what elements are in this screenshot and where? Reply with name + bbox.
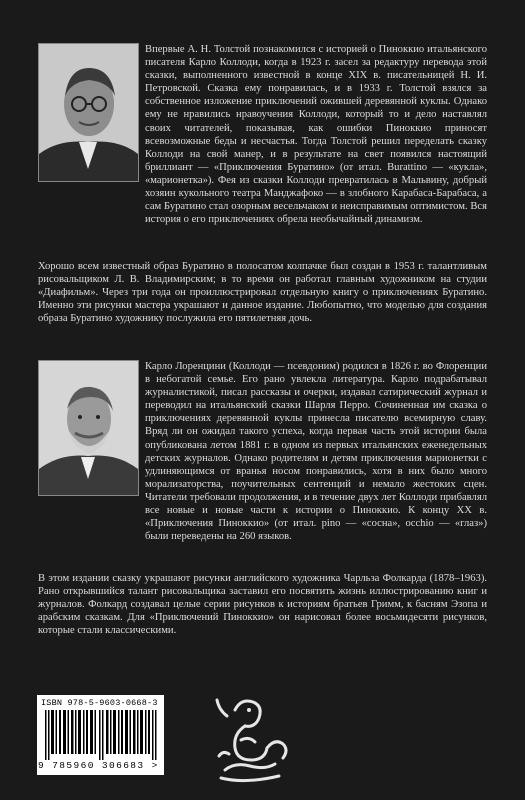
portrait-tolstoy-photo <box>38 43 139 182</box>
isbn-label: ISBN 978-5-9603-0668-3 <box>41 698 158 708</box>
paragraph-collodi: Карло Лоренцини (Коллоди — псевдоним) родился в 1826 г. во Флоренции в небогатой семье. Его рано увлекла литература. Карло подрабатывал журналистикой, писал рассказы и очерки, издавал сатирический журнал и переводил на итальянский сказки Шарля Перро. Сочиненная им сказка о приключениях деревянной куклы принесла писателю всемирную славу. Вряд ли он ожидал такого успеха, когда первая часть этой истории была опубликована летом 1881 г. в одном из первых итальянских еженедельных детских журналов. Однако родителям и детям приключения марионетки с удлиняющимся от вранья носом понравились, хотя в них было много морализаторства, поучительных сентенций и немало жестоких сцен. Читатели требовали продолжения, и в течение двух лет Коллоди прибавлял все новые и новые части к истории о Пиноккио. К концу XX в. «Приключения Пиноккио» (от итал. pino — «сосна», occhio — «глаз») были переведены на 260 языков. <box>145 361 487 543</box>
paragraph-buratino-image: Хорошо всем известный образ Буратино в полосатом колпачке был создан в 1953 г. талантливым рисовальщиком Л. В. Владимирским; в то время он работал главным художником на студии «Диафильм». Через три года он проиллюстрировал отдельную книгу о приключениях Буратино. Именно эти рисунки мастера украшают и данное издание. Любопытно, что моделью для создания образа Буратино художнику послужила его пятилетняя дочь. <box>38 261 487 325</box>
barcode-digits: 9 785960 306683 > <box>38 760 159 771</box>
paragraph-tolstoy: Впервые А. Н. Толстой познакомился с историей о Пиноккио итальянского писателя Карло Коллоди, когда в 1923 г. засел за редактуру перевода этой сказки, выполненного известной в конце XIX в. писательницей Н. И. Петровской. Сказка ему понравилась, и в 1933 г. Толстой взялся за собственное изложение приключений ожившей деревянной куклы. Однако ему не нравились нравоучения Коллоди, который то и дело наставлял своих читателей, показывая, как ошибки Пиноккио приносят всевозможные беды и несчастья. Тогда Толстой решил переделать сказку Коллоди на свой манер, и в результате на свет появился настоящий бриллиант — «Приключения Буратино» (от итал. Burattino — «кукла», «марионетка»). Фея из сказки Коллоди превратилась в Мальвину, добрый хозяин кукольного театра Манджафоко — в злобного Карабаса-Барабаса, а сам Буратино стал озорным весельчаком и неисправимым оптимистом. Вся история о его приключениях обрела необычайный динамизм. <box>145 44 487 226</box>
isbn-barcode <box>37 695 164 775</box>
publisher-logo-dragon-icon <box>205 690 295 788</box>
paragraph-folkard: В этом издании сказку украшают рисунки английского художника Чарльза Фолкарда (1878–1963). Рано открывшийся талант рисовальщика заставил его посвятить жизнь иллюстрированию книг и журналов. Фолкард создавал целые серии рисунков к историям братьев Гримм, к басням Эзопа и арабским сказкам. Для «Приключений Пиноккио» он нарисовал более восьмидесяти рисунков, которые стали классическими. <box>38 573 487 637</box>
portrait-collodi-photo <box>38 360 139 496</box>
barcode-bars <box>45 710 157 760</box>
